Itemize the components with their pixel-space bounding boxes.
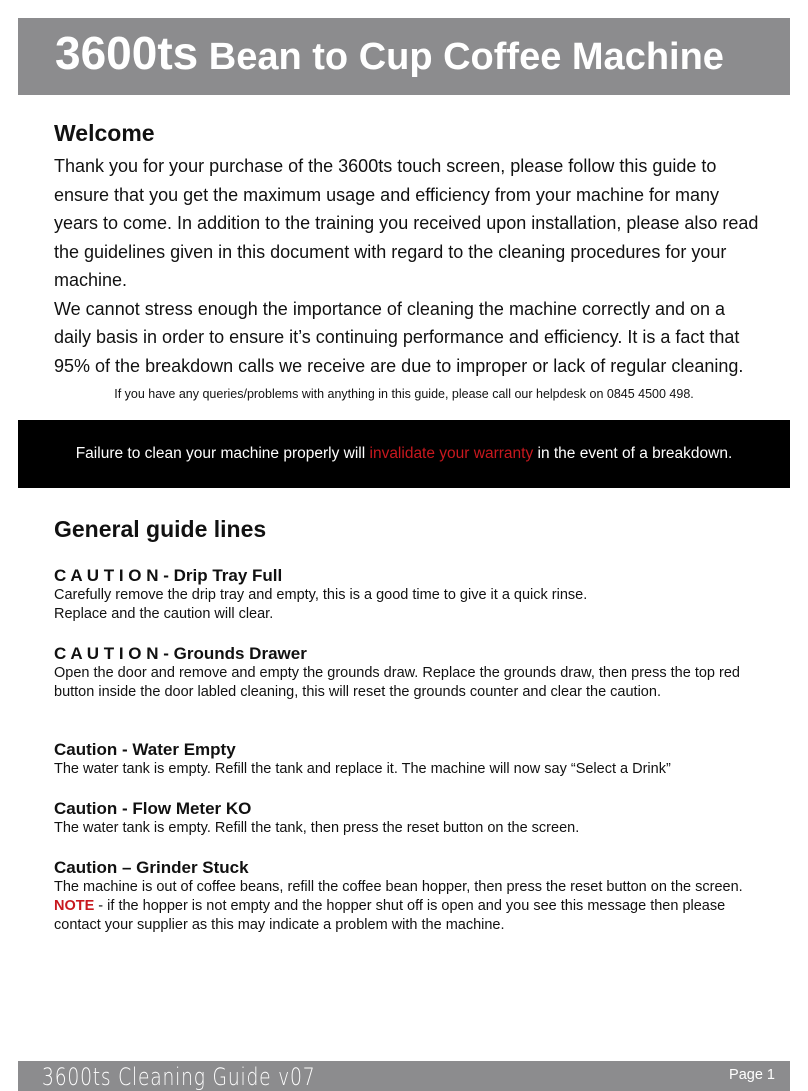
model-name: 3600ts [55, 27, 199, 79]
document-title [55, 27, 724, 79]
caution-drip-tray [54, 566, 754, 624]
section-body: The water tank is empty. Refill the tank, then press the reset button on the screen. [54, 820, 580, 836]
section-title: C A U T I O N - Drip Tray Full [54, 566, 283, 585]
section-title: C A U T I O N - Grounds Drawer [54, 644, 307, 663]
caution-grounds-drawer [54, 644, 754, 702]
section-title: Caution – Grinder Stuck [54, 858, 249, 877]
section-title: Caution - Water Empty [54, 740, 236, 759]
caution-grinder-stuck [54, 858, 754, 935]
helpdesk-note: If you have any queries/problems with anything in this guide, please call our helpdesk on 0845 4500 498. [114, 387, 694, 401]
caution-water-empty [54, 740, 754, 779]
title-text: Bean to Cup Coffee Machine [198, 36, 724, 78]
intro-paragraph: We cannot stress enough the importance of cleaning the machine correctly and on a daily basis in order to ensure it’s continuing performance and efficiency. It is a fact that 95% of the breakdown calls we receive are due to improper or lack of regular cleaning. [54, 298, 744, 376]
caution-flow-meter [54, 799, 754, 838]
intro-text [54, 152, 764, 380]
section-body: The machine is out of coffee beans, refill the coffee bean hopper, then press the reset button on the screen. NOTE - if the hopper is not empty and the hopper shut off is open and you see this message then please contact your supplier as this may indicate a problem with the machine. [54, 878, 754, 935]
page-number: Page 1 [729, 1067, 775, 1083]
section-title: Caution - Flow Meter KO [54, 799, 252, 818]
warning-text: Failure to clean your machine properly will invalidate your warranty in the event of a breakdown. [75, 445, 733, 462]
footer-logo: 3600ts Cleaning Guide v07 [42, 1063, 316, 1091]
note: NOTE - if the hopper is not empty and the hopper shut off is open and you see this message then please contact your supplier as this may indicate a problem with the machine. [54, 898, 726, 933]
section-body: Open the door and remove and empty the grounds draw. Replace the grounds draw, then press the top red button inside the door labled cleaning, this will reset the grounds counter and clear the caution. [54, 665, 740, 700]
note-label: NOTE [54, 898, 95, 914]
warranty-highlight: invalidate your warranty [369, 445, 534, 462]
intro-paragraph: Thank you for your purchase of the 3600ts touch screen, please follow this guide to ensure that you get the maximum usage and efficiency from your machine for many years to come. In addition to the training you received upon installation, please also read the guidelines given in this document with regard to the cleaning procedures for your machine. [54, 156, 759, 290]
warranty-warning-banner [18, 420, 790, 488]
welcome-heading: Welcome [54, 120, 155, 146]
section-body: Carefully remove the drip tray and empty, this is a good time to give it a quick rinse. Replace and the caution will clear. [54, 587, 588, 622]
section-body: The water tank is empty. Refill the tank and replace it. The machine will now say “Select a Drink” [54, 761, 671, 777]
general-guidelines-heading: General guide lines [54, 516, 267, 542]
